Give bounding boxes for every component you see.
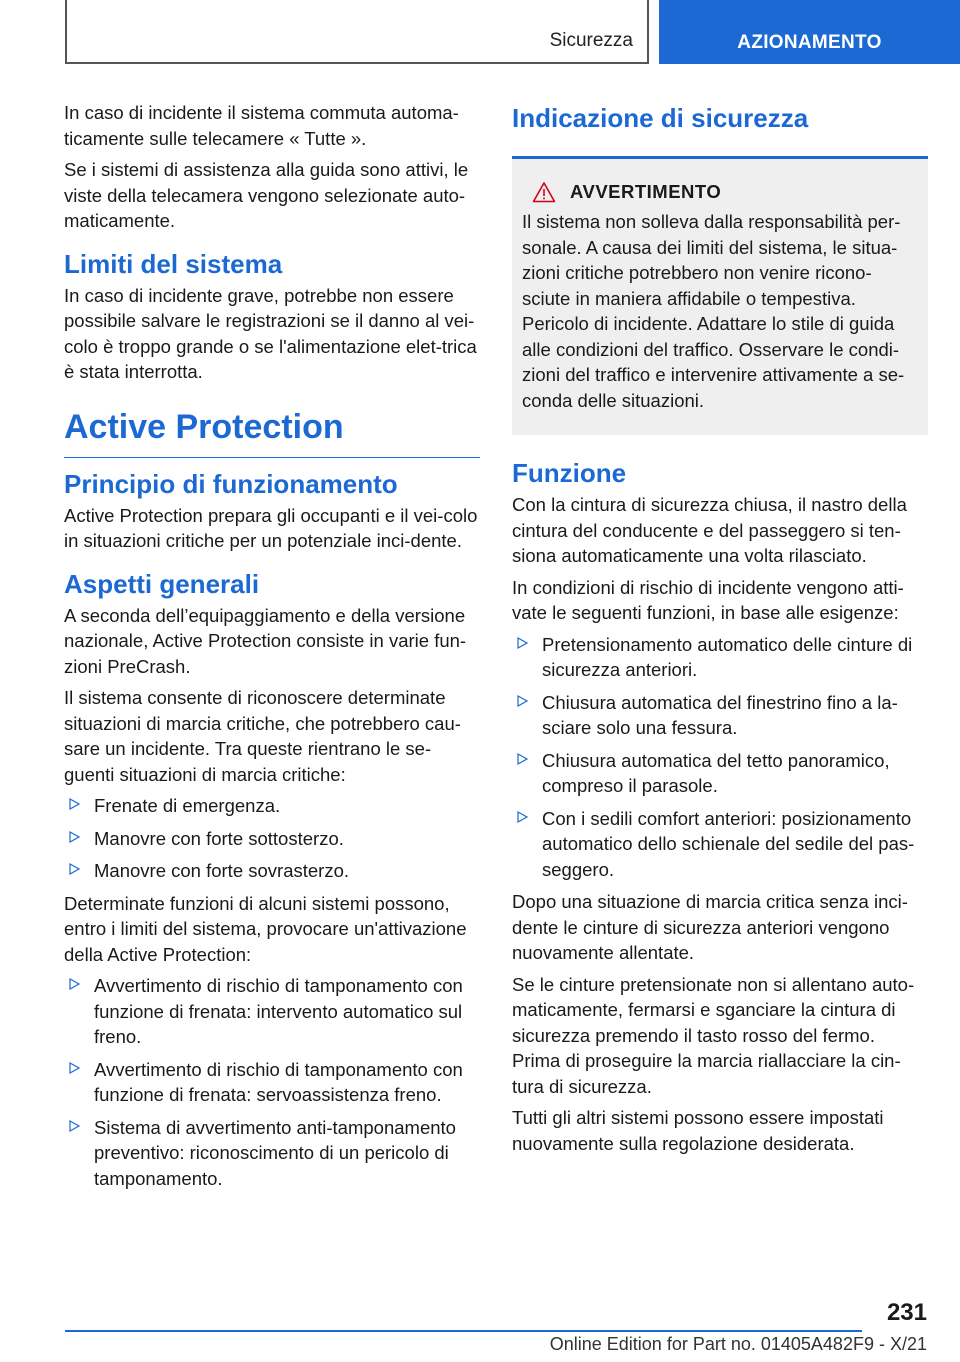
paragraph: Con la cintura di sicurezza chiusa, il nastro della cintura del conducente e del passeggero si ten-siona automaticamente una volta rilasciato.: [512, 494, 907, 566]
paragraph: In caso di incidente grave, potrebbe non essere possibile salvare le registrazioni se il danno al vei-colo è troppo grande o se l'alimentazione elet-trica è stata interrotta.: [64, 284, 477, 382]
warning-triangle-icon: [532, 181, 556, 203]
triangle-bullet-icon: [69, 1120, 80, 1132]
list-item: Sistema di avvertimento anti-tamponamento preventivo: riconoscimento di un pericolo di tamponamento.: [64, 1115, 480, 1192]
list-item: Frenate di emergenza.: [64, 793, 480, 819]
warning-box: [512, 156, 928, 435]
page-number: 231: [886, 1299, 927, 1326]
triangle-bullet-icon: [517, 695, 528, 707]
list-item: Avvertimento di rischio di tamponamento con funzione di frenata: intervento automatico sul freno.: [64, 973, 480, 1050]
paragraph: Dopo una situazione di marcia critica senza inci-dente le cinture di sicurezza anteriori vengono nuovamente allentate.: [512, 891, 908, 963]
left-column: [64, 100, 480, 1198]
list-item: Chiusura automatica del finestrino fino a la-sciare solo una fessura.: [512, 690, 928, 741]
triangle-bullet-icon: [517, 753, 528, 765]
triangle-bullet-icon: [517, 811, 528, 823]
header-section-title: Sicurezza: [549, 30, 633, 51]
heading-principio: Principio di funzionamento: [64, 468, 398, 499]
triangle-bullet-icon: [69, 798, 80, 810]
footer-divider: [65, 1330, 862, 1332]
paragraph: Se i sistemi di assistenza alla guida sono attivi, le viste della telecamera vengono selezionate auto-maticamente.: [64, 159, 469, 231]
list-item: Manovre con forte sottosterzo.: [64, 826, 480, 852]
paragraph: Tutti gli altri sistemi possono essere impostati nuovamente sulla regolazione desiderata.: [512, 1107, 884, 1154]
triangle-bullet-icon: [517, 637, 528, 649]
paragraph: In condizioni di rischio di incidente vengono atti-vate le seguenti funzioni, in base alle esigenze:: [512, 576, 904, 623]
warning-text: Il sistema non solleva dalla responsabilità per-sonale. A causa dei limiti del sistema, le situa-zioni critiche potrebbero non venire ricono-sciute in maniera affidabile o tempestiva.: [522, 211, 901, 309]
list-item: Pretensionamento automatico delle cinture di sicurezza anteriori.: [512, 632, 928, 683]
header-section-box: [65, 0, 649, 64]
paragraph: Determinate funzioni di alcuni sistemi possono, entro i limiti del sistema, provocare un'attivazione della Active Protection:: [64, 892, 467, 965]
triangle-bullet-icon: [69, 863, 80, 875]
list-item: Con i sedili comfort anteriori: posizionamento automatico dello schienale del sedile del pas-seggero.: [512, 806, 928, 883]
header-chapter-tab[interactable]: [659, 0, 960, 64]
heading-active-protection: Active Protection: [64, 407, 480, 458]
list-item: Chiusura automatica del tetto panoramico, compreso il parasole.: [512, 748, 928, 799]
heading-aspetti: Aspetti generali: [64, 568, 260, 599]
warning-header: [522, 181, 918, 203]
bullet-list: [64, 793, 480, 884]
paragraph: Il sistema consente di riconoscere determinate situazioni di marcia critiche, che potrebbero cau-sare un incidente. Tra queste rientrano le se-guenti situazioni di marcia critiche:: [64, 687, 461, 785]
triangle-bullet-icon: [69, 1062, 80, 1074]
heading-funzione: Funzione: [512, 458, 627, 488]
warning-title: AVVERTIMENTO: [570, 181, 722, 202]
warning-text: Pericolo di incidente. Adattare lo stile di guida alle condizioni del traffico. Osservare le condi-zioni del traffico e intervenire attivamente a se-conda delle situazioni.: [522, 313, 905, 411]
header-chapter-label: AZIONAMENTO: [737, 32, 882, 53]
bullet-list: [512, 632, 928, 883]
triangle-bullet-icon: [69, 831, 80, 843]
bullet-list: [64, 973, 480, 1191]
heading-indicazione: Indicazione di sicurezza: [512, 103, 809, 133]
heading-limiti: Limiti del sistema: [64, 248, 283, 279]
right-column: [512, 100, 928, 1162]
paragraph: In caso di incidente il sistema commuta automa-ticamente sulle telecamere « Tutte ».: [64, 102, 459, 149]
list-item: Avvertimento di rischio di tamponamento con funzione di frenata: servoassistenza freno.: [64, 1057, 480, 1108]
paragraph: Active Protection prepara gli occupanti e il vei-colo in situazioni critiche per un potenziale inci-dente.: [64, 504, 478, 551]
paragraph: A seconda dell’equipaggiamento e della versione nazionale, Active Protection consiste in varie fun-zioni PreCrash.: [64, 604, 467, 677]
triangle-bullet-icon: [69, 978, 80, 990]
list-item: Manovre con forte sovrasterzo.: [64, 858, 480, 884]
paragraph: Se le cinture pretensionate non si allentano auto-maticamente, fermarsi e sganciare la cintura di sicurezza premendo il tasto rosso del fermo. Prima di proseguire la marcia riallacciare la cin-tura di sicurezza.: [512, 973, 915, 1097]
footer-edition: Online Edition for Part no. 01405A482F9 - X/21: [549, 1334, 927, 1354]
